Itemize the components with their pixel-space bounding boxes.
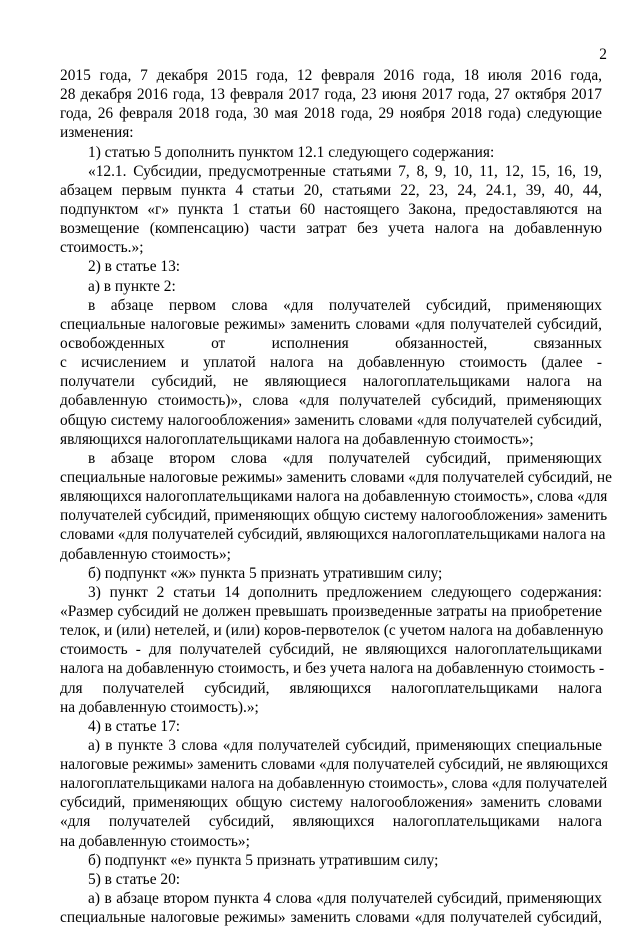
text-line: специальные налоговые режимы» заменить словами «для получателей субсидий, (60, 315, 602, 333)
text-line: в абзаце втором слова «для получателей субсидий, применяющих (88, 449, 602, 467)
text-line: стоимость.»; (60, 239, 144, 257)
text-line: являющихся налогоплательщиками налога на добавленную стоимость»; (60, 430, 534, 448)
text-line: 28 декабря 2016 года, 13 февраля 2017 года, 23 июня 2017 года, 27 октября 2017 (60, 86, 602, 104)
text-line: подпунктом «г» пункта 1 статьи 60 настоящего Закона, предоставляются на (60, 200, 602, 218)
text-line: «12.1. Субсидии, предусмотренные статьями 7, 8, 9, 10, 11, 12, 15, 16, 19, (88, 162, 602, 180)
page-number: 2 (599, 46, 607, 63)
text-line: 5) в статье 20: (88, 870, 181, 888)
text-line: добавленную стоимость)», слова «для получателей субсидий, применяющих (60, 392, 602, 410)
text-line: на добавленную стоимость»; (60, 832, 250, 850)
text-line: «для получателей субсидий, являющихся налогоплательщиками налога (60, 813, 602, 831)
text-line: б) подпункт «ж» пункта 5 признать утратившим силу; (88, 564, 443, 582)
text-line: налога на добавленную стоимость, и без учета налога на добавленную стоимость - (60, 660, 605, 678)
text-line: б) подпункт «е» пункта 5 признать утратившим силу; (88, 851, 439, 869)
text-line: налоговые режимы» заменить словами «для получателей субсидий, не являющихся (60, 756, 609, 774)
text-line: словами «для получателей субсидий, являющихся налогоплательщиками налога на (60, 526, 606, 544)
text-line: года, 26 февраля 2018 года, 30 мая 2018 года, 29 ноября 2018 года) следующие (60, 105, 602, 123)
text-line: налогоплательщиками налога на добавленную стоимость», слова «для получателей (60, 775, 608, 793)
text-line: возмещение (компенсацию) части затрат без учета налога на добавленную (60, 220, 602, 238)
text-line: а) в пункте 2: (88, 277, 176, 295)
text-line: 2015 года, 7 декабря 2015 года, 12 февраля 2016 года, 18 июля 2016 года, (60, 67, 602, 84)
text-line: абзацем первым пункта 4 статьи 20, статьями 22, 23, 24, 24.1, 39, 40, 44, (60, 181, 602, 199)
text-line: «Размер субсидий не должен превышать произведенные затраты на приобретение (60, 602, 602, 620)
text-line: 2) в статье 13: (88, 258, 181, 276)
text-line: получателей субсидий, применяющих общую систему налогообложения» заменить (60, 507, 608, 525)
text-line: общую систему налогообложения» заменить словами «для получателей субсидий, (60, 411, 602, 429)
text-line: получатели субсидий, не являющиеся налогоплательщиками налога на (60, 373, 602, 391)
body-text (60, 66, 612, 927)
text-line: субсидий, применяющих общую систему налогообложения» заменить словами (60, 794, 602, 812)
text-line: освобожденных от исполнения обязанностей, связанных (60, 334, 602, 352)
text-line: а) в пункте 3 слова «для получателей субсидий, применяющих специальные (88, 736, 602, 754)
text-line: 3) пункт 2 статьи 14 дополнить предложением следующего содержания: (88, 583, 602, 601)
text-line: 4) в статье 17: (88, 717, 181, 735)
text-line: добавленную стоимость»; (60, 545, 231, 563)
text-line: 1) статью 5 дополнить пунктом 12.1 следующего содержания: (88, 143, 495, 161)
text-line: специальные налоговые режимы» заменить словами «для получателей субсидий, (60, 909, 602, 927)
text-line: специальные налоговые режимы» заменить словами «для получателей субсидий, не (60, 468, 612, 486)
text-line: телок, и (или) нетелей, и (или) коров-первотелок (с учетом налога на добавленную (60, 622, 604, 640)
text-line: изменения: (60, 124, 134, 142)
text-line: на добавленную стоимость).»; (60, 698, 259, 716)
text-line: являющихся налогоплательщиками налога на добавленную стоимость», слова «для (60, 488, 608, 506)
text-line: в абзаце первом слова «для получателей субсидий, применяющих (88, 296, 602, 314)
text-line: а) в абзаце втором пункта 4 слова «для получателей субсидий, применяющих (88, 890, 602, 908)
text-line: с исчислением и уплатой налога на добавленную стоимость (далее - (60, 354, 602, 372)
text-line: стоимость - для получателей субсидий, не являющихся налогоплательщиками (60, 641, 602, 659)
text-line: для получателей субсидий, являющихся налогоплательщиками налога (60, 679, 602, 697)
